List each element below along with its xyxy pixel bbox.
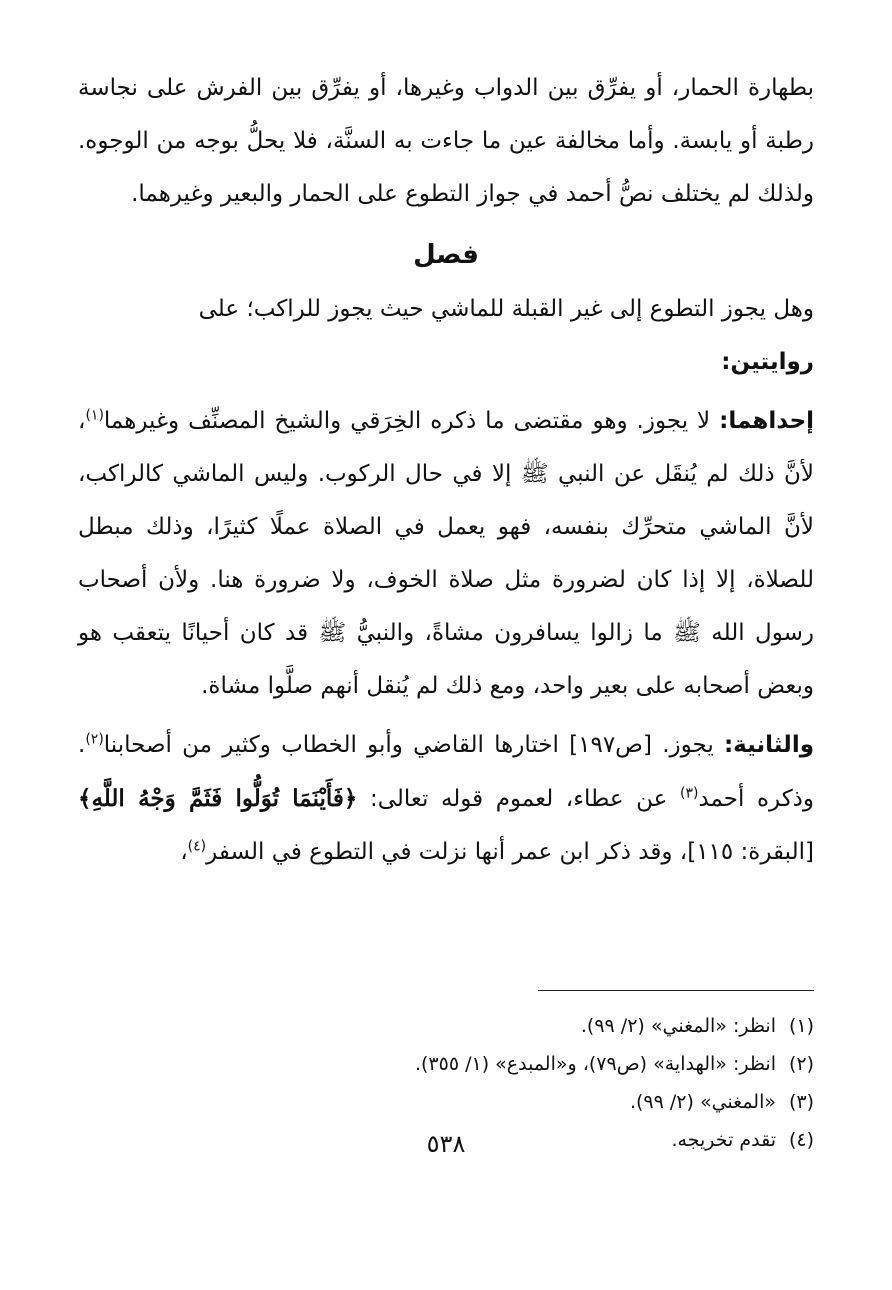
paragraph-4-text-a: يجوز. [ص١٩٧] اختارها القاضي وأبو الخطاب وكثير من أصحابنا [103,732,724,758]
footnote-separator [538,990,814,991]
footnote-text: انظر: «الهداية» (ص٧٩)، و«المبدع» (١/ ٣٥٥). [414,1053,776,1075]
page-body [78,62,814,1290]
footnote-text: انظر: «المغني» (٢/ ٩٩). [580,1015,776,1037]
paragraph-4-lead: والثانية: [723,732,814,758]
paragraph-3 [78,395,814,713]
footnote-number: (٤) [788,1129,814,1151]
footnote-number: (٣) [788,1091,814,1113]
quran-quote: ﴿فَأَيْنَمَا تُوَلُّوا فَثَمَّ وَجْهُ اللَّهِ﴾ [78,785,358,812]
paragraph-4-text-e: ، [180,839,188,865]
footnote-ref-1[interactable]: (١) [85,407,104,424]
footnote-text: «المغني» (٢/ ٩٩). [629,1091,776,1113]
section-heading: فصل [413,240,479,270]
footnote-text: تقدم تخريجه. [671,1129,776,1151]
footnote-3 [78,1083,814,1121]
paragraph-2-bold: روايتين: [721,349,814,375]
footnote-number: (٢) [788,1053,814,1075]
footnote-ref-2[interactable]: (٢) [85,731,104,748]
paragraph-3-text-a: لا يجوز. وهو مقتضى ما ذكره الخِرَقي والشيخ المصنِّف وغيرهما [103,408,720,434]
footnote-1 [78,1007,814,1045]
paragraph-4-text-d: [البقرة: ١١٥]، وقد ذكر ابن عمر أنها نزلت في التطوع في السفر [206,839,814,865]
paragraph-2-text: وهل يجوز التطوع إلى غير القبلة للماشي حيث يجوز للراكب؛ على [198,296,814,322]
paragraph-1-text: بطهارة الحمار، أو يفرِّق بين الدواب وغيرها، أو يفرِّق بين الفرش على نجاسة رطبة أو يابسة. وأما مخالفة عين ما جاءت به السنَّة، فلا يحلُّ بوجه من الوجوه. ولذلك لم يختلف نصُّ أحمد في جواز التطوع على الحمار والبعير وغيرهما. [78,75,814,207]
footnote-ref-3[interactable]: (٣) [679,785,699,802]
footnote-number: (١) [788,1015,814,1037]
footnote-ref-4[interactable]: (٤) [187,838,207,855]
page-number: ٥٣٨ [426,1130,466,1158]
paragraph-2 [78,283,814,389]
paragraph-3-lead: إحداهما: [719,408,814,434]
footnote-2 [78,1045,814,1083]
paragraph-4 [78,719,814,879]
paragraph-3-text-b: ، لأنَّ ذلك لم يُنقَل عن النبي ﷺ إلا في حال الركوب. وليس الماشي كالراكب، لأنَّ الماشي متحرِّك بنفسه، فهو يعمل في الصلاة عملًا كثيرًا، وذلك مبطل للصلاة، إلا إذا كان لضرورة مثل صلاة الخوف، ولا ضرورة هنا. ولأن أصحاب رسول الله ﷺ ما زالوا يسافرون مشاةً، والنبيُّ ﷺ قد كان أحيانًا يتعقب هو وبعض أصحابه على بعير واحد، ومع ذلك لم يُنقل أنهم صلَّوا مشاة. [78,408,814,699]
paragraph-4-text-b: . وذكره أحمد [78,732,815,812]
paragraph-1 [78,62,814,221]
paragraph-4-text-c: عن عطاء، لعموم قوله تعالى: [357,786,680,812]
